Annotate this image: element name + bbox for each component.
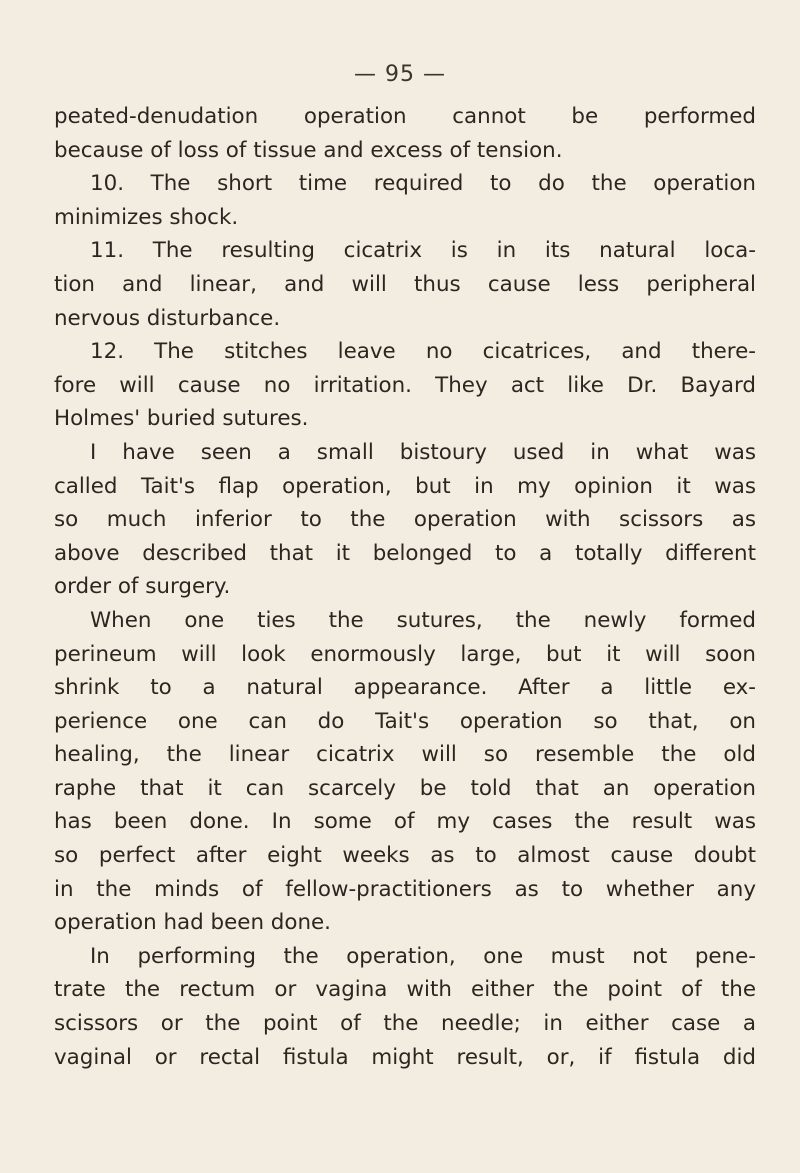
text-line: minimizes shock. bbox=[54, 204, 239, 230]
body-text bbox=[54, 100, 756, 1074]
text-line: vaginal or rectal fistula might result, or, if fistula did bbox=[54, 1044, 756, 1070]
text-line: fore will cause no irritation. They act like Dr. Bayard bbox=[54, 372, 756, 398]
text-line: so much inferior to the operation with scissors as bbox=[54, 507, 756, 533]
text-line: peated-denudation operation cannot be performed bbox=[54, 104, 756, 129]
text-line: shrink to a natural appearance. After a little ex- bbox=[54, 675, 756, 701]
page-number: — 95 — bbox=[354, 62, 446, 87]
text-line: has been done. In some of my cases the result was bbox=[54, 809, 756, 835]
text-line: 10. The short time required to do the operation bbox=[90, 171, 756, 197]
text-line: above described that it belonged to a totally different bbox=[54, 540, 756, 566]
text-line: operation had been done. bbox=[54, 910, 331, 936]
text-line: in the minds of fellow-practitioners as to whether any bbox=[54, 876, 756, 902]
text-line: Holmes' buried sutures. bbox=[54, 406, 309, 432]
text-line: tion and linear, and will thus cause less peripheral bbox=[54, 271, 756, 297]
text-line: In performing the operation, one must not pene- bbox=[90, 943, 756, 969]
text-line: raphe that it can scarcely be told that an operation bbox=[54, 775, 756, 801]
text-line: nervous disturbance. bbox=[54, 305, 281, 331]
text-line: because of loss of tissue and excess of tension. bbox=[54, 137, 563, 163]
text-line: perineum will look enormously large, but it will soon bbox=[54, 641, 756, 667]
text-line: 12. The stitches leave no cicatrices, and there- bbox=[90, 339, 756, 365]
text-line: 11. The resulting cicatrix is in its natural loca- bbox=[90, 238, 756, 264]
text-line: order of surgery. bbox=[54, 574, 231, 600]
text-line: so perfect after eight weeks as to almost cause doubt bbox=[54, 843, 756, 869]
text-line: called Tait's flap operation, but in my opinion it was bbox=[54, 473, 756, 499]
text-line: healing, the linear cicatrix will so resemble the old bbox=[54, 742, 756, 768]
text-line: perience one can do Tait's operation so that, on bbox=[54, 708, 756, 734]
text-line: scissors or the point of the needle; in either case a bbox=[54, 1011, 756, 1037]
text-line: I have seen a small bistoury used in what was bbox=[90, 439, 756, 465]
text-line: trate the rectum or vagina with either the point of the bbox=[54, 977, 756, 1003]
text-line: When one ties the sutures, the newly formed bbox=[90, 607, 756, 633]
